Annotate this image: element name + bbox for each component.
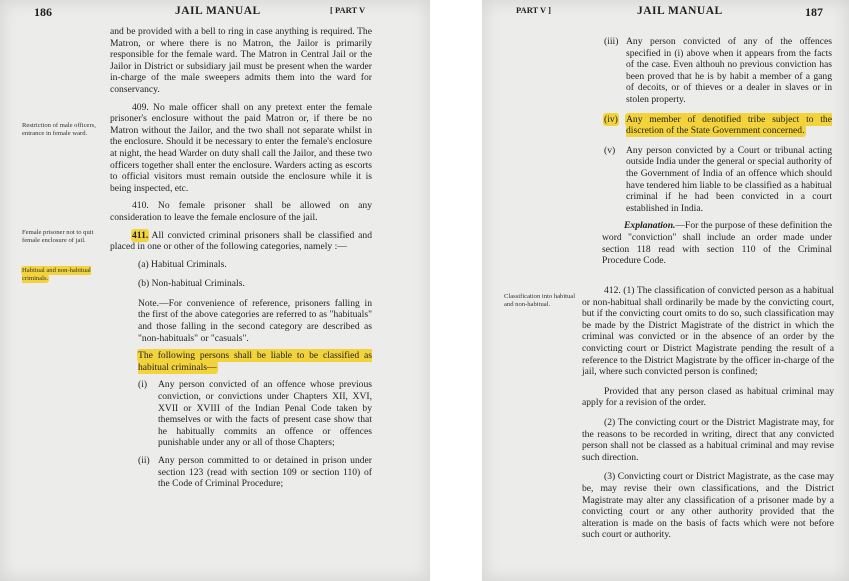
list-item-text: Any person convicted by a Court or tribunal acting outside India under the general or special authority of the Government of India of an offence which should have tendered him liable to be classified as a habitual criminal if he had been convicted in a court established in India.: [626, 144, 832, 214]
right-body-items: [602, 36, 832, 273]
paragraph-411-text: All convicted criminal prisoners shall be classified and placed in one or other of the following categories, namely :—: [110, 229, 372, 253]
left-body: [110, 26, 372, 496]
following-persons-highlight: The following persons shall be liable to be classified as habitual criminals—: [138, 350, 372, 373]
category-a: (a) Habitual Criminals.: [138, 258, 227, 270]
paragraph-409: 409. No male officer shall on any pretext enter the female prisoner's enclosure without the paid Matron or, if there be no Matron without the Jailor, and the two shall not separate whilst in the enclosure. Should it be necessary to enter the female's enclosure at night, the head Warder on duty shall call the Jailor, and these two officers together shall enter the enclosure. Warders acting as escorts to official visitors must remain outside the enclosure while it is being inspected, etc.: [110, 101, 372, 194]
page-number: 187: [805, 5, 823, 19]
paragraph-412-1: 412. (1) The classification of convicted person as a habitual or non-habitual shall ordinarily be made by the convicting court, but if the convicting court omits to do so, such classification may be made by the District Magistrate of the district in which the criminal was convicted or in the absence of an order by the convicting court or District Magistrate pending the result of a reference to the District Magistrate by the officer in-charge of the jail, where such convicted person is confined;: [582, 285, 834, 378]
list-item-text: Any person convicted of an offence whose previous conviction, or convictions under Chapters XII, XVI, XVII or XVIII of the Indian Penal Code taken by themselves or with the facts of present case show that he habitually commits an offence or offences punishable under any or all of those Chapters;: [158, 379, 372, 449]
paragraph-411: [110, 230, 372, 253]
list-item-label: (iii): [604, 36, 619, 47]
list-item: [110, 379, 372, 449]
following-wrap: [110, 350, 372, 373]
right-page: [482, 0, 849, 581]
margin-note-410: Female prisoner not to quit female enclosure of jail.: [22, 229, 94, 244]
explanation-text: —For the purpose of these definition the word "conviction" shall include an order made under section 118 read with section 110 of the Criminal Procedure Code.: [602, 220, 832, 267]
list-item-label: (i): [138, 379, 148, 391]
list-item-label: (v): [604, 144, 616, 156]
margin-note-412: Classification into habitual and non-habitual.: [504, 293, 576, 308]
page-gap: [430, 0, 482, 581]
list-item-label: (ii): [138, 455, 150, 466]
explanation: [602, 220, 832, 266]
list-item-text: Any person convicted of any of the offences specified in (i) above when it appears from the facts of the case. Even althouh no previous conviction has been proved that he is by habit a member of a gang of decoits, or of thieves or a dealer in slaves or in stolen property.: [626, 36, 832, 105]
note: Note.—For convenience of reference, prisoners falling in the first of the above categories are referred to as "habituals" and those falling in the second category are described as "non-habituals" or "casuals".: [138, 297, 372, 344]
margin-note-409: Restriction of male officers, entrance in female ward.: [22, 122, 96, 137]
paragraph-412-3: (3) Convicting court or District Magistrate, as the case may be, may revise their own classifications, and the District Magistrate may alter any classification of a prisoner made by a convicting court or any other authority provided that the alteration is made on the basis of facts which were not before such court or authority.: [582, 471, 834, 541]
paragraph-continued: and be provided with a bell to ring in case anything is required. The Matron, or where there is no Matron, the Jailor is primarily responsible for the female ward. The Matron in Central Jail or the Jailor in District or subsidiary jail must be present when the warder in-charge of the male sweepers admits them into the ward for conservancy.: [110, 26, 372, 95]
part-label: [ PART V: [330, 5, 366, 15]
page-number: 186: [34, 5, 52, 19]
margin-note-411: Habitual and non-habitual criminals.: [22, 267, 91, 282]
list-item-text-highlighted: Any member of denotified tribe subject to the discretion of the State Government concerned.: [626, 113, 832, 137]
list-item: [110, 455, 372, 490]
right-body-412: [582, 285, 834, 547]
page-header-title: JAIL MANUAL: [637, 5, 723, 17]
margin-note-411-wrap: [22, 267, 104, 283]
proviso: Provided that any person clased as habitual criminal may apply for a revision of the order.: [582, 385, 834, 409]
list-item: [602, 36, 832, 106]
paragraph-410: 410. No female prisoner shall be allowed on any consideration to leave the female enclosure of the jail.: [110, 200, 372, 223]
list-item: [602, 114, 832, 137]
list-item-label: (iv): [604, 113, 618, 125]
list-item-text: Any person committed to or detained in prison under section 123 (read with section 109 or section 110) of the Code of Criminal Procedure;: [158, 455, 372, 490]
explanation-label: Explanation.: [624, 220, 676, 232]
page-header-title: JAIL MANUAL: [175, 5, 261, 17]
paragraph-412-2: (2) The convicting court or the District Magistrate may, for the reasons to be recorded in writing, direct that any convicted person shall not be classed as a habitual criminal and may revise such direction.: [582, 416, 834, 463]
paragraph-411-number: 411.: [132, 229, 149, 241]
list-item: [602, 145, 832, 215]
category-b: (b) Non-habitual Criminals.: [138, 278, 245, 290]
part-label: PART V ]: [516, 5, 551, 15]
